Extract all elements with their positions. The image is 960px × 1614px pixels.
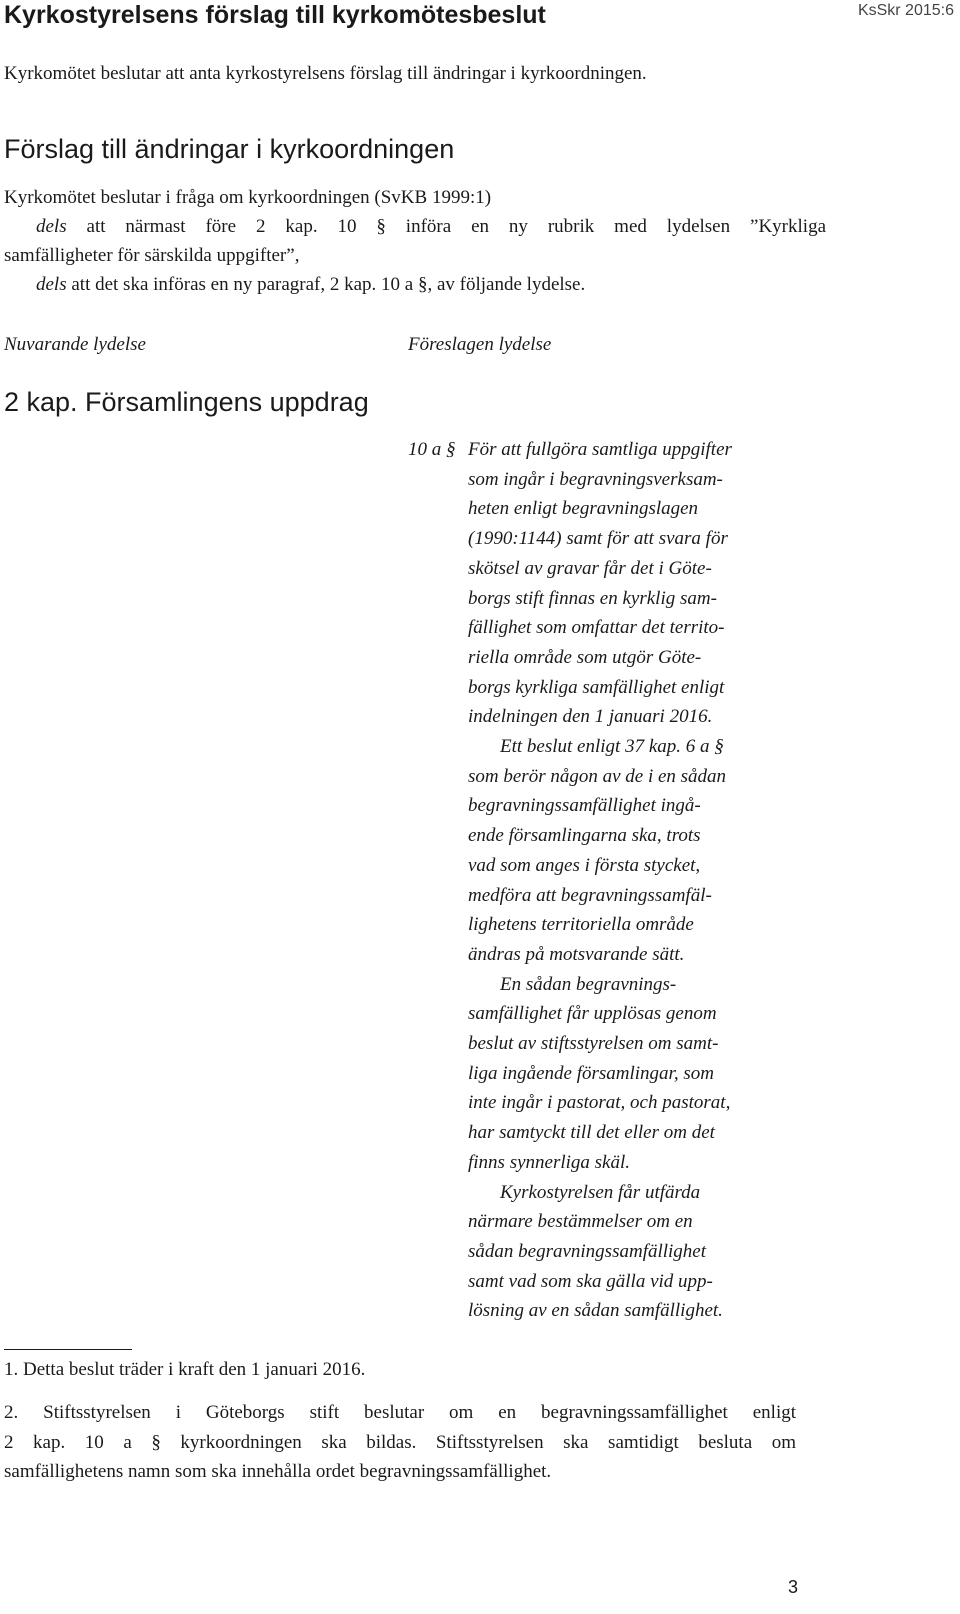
chapter-heading: 2 kap. Församlingens uppdrag: [4, 387, 369, 417]
footnote-line: samfällighetens namn som ska innehålla ordet begravningssamfällighet.: [4, 1461, 552, 1482]
proposed-line: fällighet som omfattar det territo-: [468, 617, 725, 639]
proposed-line-text: För att fullgöra samtliga uppgifter: [468, 439, 732, 460]
document-title: Kyrkostyrelsens förslag till kyrkomötesbeslut: [4, 1, 546, 29]
proposed-line: vad som anges i första stycket,: [468, 854, 701, 876]
proposed-line: lighetens territoriella område: [468, 914, 694, 936]
decision-line: Kyrkomötet beslutar i fråga om kyrkoordningen (SvKB 1999:1): [4, 187, 492, 208]
proposed-line: ende församlingarna ska, trots: [468, 825, 701, 847]
proposed-line: heten enligt begravningslagen: [468, 498, 699, 520]
intro-paragraph: Kyrkomötet beslutar att anta kyrkostyrelsens förslag till ändringar i kyrkoordningen.: [4, 63, 647, 84]
decision-line: [4, 212, 826, 241]
document-reference: KsSkr 2015:6: [857, 2, 954, 19]
footnote-divider: [4, 1349, 132, 1350]
decision-line: samfälligheter för särskilda uppgifter”,: [4, 245, 300, 266]
decision-text: [4, 183, 826, 299]
footnote-2: [4, 1398, 796, 1487]
proposed-line: skötsel av gravar får det i Göte-: [468, 557, 712, 579]
column-header-current: Nuvarande lydelse: [4, 334, 146, 355]
section-label: 10 a §: [408, 439, 456, 460]
proposed-line: borgs kyrkliga samfällighet enligt: [468, 676, 725, 698]
page-header: [4, 0, 956, 40]
proposed-line: borgs stift finnas en kyrklig sam-: [468, 587, 717, 609]
proposed-line: indelningen den 1 januari 2016.: [468, 706, 713, 728]
footnote-line: 2. Stiftsstyrelsen i Göteborgs stift beslutar om en begravningssamfällighet enligt: [4, 1402, 796, 1423]
column-header-proposed: Föreslagen lydelse: [408, 334, 552, 355]
proposed-line: närmare bestämmelser om en: [468, 1211, 693, 1233]
proposed-line: Kyrkostyrelsen får utfärda: [500, 1181, 701, 1203]
proposed-line: har samtyckt till det eller om det: [468, 1122, 715, 1144]
page-number: 3: [787, 1577, 798, 1597]
proposed-line: beslut av stiftsstyrelsen om samt-: [468, 1033, 719, 1055]
footnote-1: 1. Detta beslut träder i kraft den 1 januari 2016.: [4, 1359, 366, 1380]
proposed-line: [408, 435, 808, 465]
footnote-line: 2 kap. 10 a § kyrkoordningen ska bildas. Stiftsstyrelsen ska samtidigt besluta om: [4, 1431, 796, 1453]
section-heading: Förslag till ändringar i kyrkoordningen: [4, 134, 455, 164]
proposed-line: lösning av en sådan samfällighet.: [468, 1300, 723, 1322]
proposed-line: samfällighet får upplösas genom: [468, 1003, 717, 1025]
proposed-line: som ingår i begravningsverksam-: [468, 468, 723, 490]
proposed-line: inte ingår i pastorat, och pastorat,: [468, 1092, 731, 1114]
proposed-text: [408, 435, 808, 1326]
proposed-line: finns synnerliga skäl.: [468, 1151, 631, 1173]
emphasis-dels: dels: [36, 274, 67, 295]
proposed-line: som berör någon av de i en sådan: [468, 765, 727, 787]
proposed-line: sådan begravningssamfällighet: [468, 1240, 707, 1262]
decision-line: [4, 270, 826, 299]
proposed-line: liga ingående församlingar, som: [468, 1062, 714, 1084]
proposed-line: Ett beslut enligt 37 kap. 6 a §: [500, 736, 724, 758]
decision-line-rest: att det ska införas en ny paragraf, 2 kap. 10 a §, av följande lydelse.: [66, 274, 586, 295]
proposed-line: samt vad som ska gälla vid upp-: [468, 1270, 713, 1292]
proposed-line: En sådan begravnings-: [500, 973, 677, 995]
proposed-line: (1990:1144) samt för att svara för: [468, 528, 728, 550]
emphasis-dels: dels: [36, 216, 67, 237]
decision-line-rest: att närmast före 2 kap. 10 § införa en ny rubrik med lydelsen ”Kyrkliga: [66, 216, 826, 237]
proposed-line: medföra att begravningssamfäl-: [468, 884, 712, 906]
proposed-line: ändras på motsvarande sätt.: [468, 943, 685, 965]
proposed-line: riella område som utgör Göte-: [468, 646, 702, 668]
proposed-line: begravningssamfällighet ingå-: [468, 795, 701, 817]
